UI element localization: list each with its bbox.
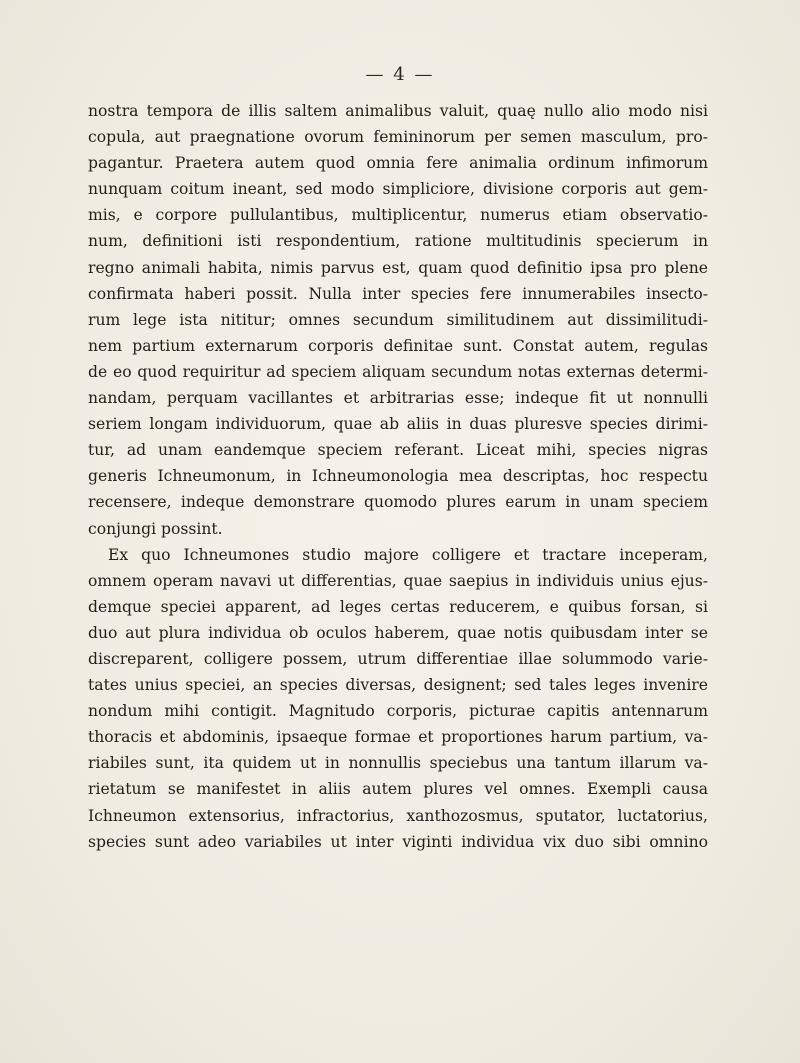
text-line: riabiles sunt, ita quidem ut in nonnullis speciebus una tantum illarum va- [88,754,708,773]
text-line: de eo quod requiritur ad speciem aliquam secundum notas externas determi- [88,362,708,381]
text-line: rum lege ista nititur; omnes secundum similitudinem aut dissimilitudi- [88,310,708,329]
text-line: demque speciei apparent, ad leges certas reducerem, e quibus forsan, si [88,597,708,616]
text-line: nem partium externarum corporis definitae sunt. Constat autem, regulas [88,336,708,355]
text-line: species sunt adeo variabiles ut inter viginti individua vix duo sibi omnino [88,832,708,851]
text-line: tur, ad unam eandemque speciem referant. Liceat mihi, species nigras [88,441,708,460]
text-line: rietatum se manifestet in aliis autem plures vel omnes. Exempli causa [88,780,708,799]
text-line: Ichneumon extensorius, infractorius, xanthozosmus, sputator, luctatorius, [88,806,708,825]
text-line: confirmata haberi possit. Nulla inter species fere innumerabiles insecto- [88,284,708,303]
text-line: num, definitioni isti respondentium, ratione multitudinis specierum in [88,232,708,251]
text-line: regno animali habita, nimis parvus est, quam quod definitio ipsa pro plene [88,258,708,277]
text-line: omnem operam navavi ut differentias, quae saepius in individuis unius ejus- [88,571,708,590]
text-line: nondum mihi contigit. Magnitudo corporis, picturae capitis antennarum [88,702,708,721]
text-line: conjungi possint. [88,519,223,538]
text-line: generis Ichneumonum, in Ichneumonologia mea descriptas, hoc respectu [88,467,708,486]
text-body [88,98,708,855]
text-line: duo aut plura individua ob oculos haberem, quae notis quibusdam inter se [88,623,708,642]
text-line: pagantur. Praetera autem quod omnia fere animalia ordinum infimorum [88,154,708,173]
text-line: thoracis et abdominis, ipsaeque formae et proportiones harum partium, va- [88,728,708,747]
text-line: mis, e corpore pullulantibus, multiplicentur, numerus etiam observatio- [88,206,708,225]
text-line: discreparent, colligere possem, utrum differentiae illae solummodo varie- [88,649,708,668]
text-line: nunquam coitum ineant, sed modo simpliciore, divisione corporis aut gem- [88,180,708,199]
page-number: — 4 — [365,64,435,85]
text-line: recensere, indeque demonstrare quomodo plures earum in unam speciem [88,493,708,512]
text-line: Ex quo Ichneumones studio majore colligere et tractare inceperam, [108,545,708,564]
text-line: tates unius speciei, an species diversas, designent; sed tales leges invenire [88,676,708,695]
text-line: copula, aut praegnatione ovorum femininorum per semen masculum, pro- [88,128,708,147]
text-line: nandam, perquam vacillantes et arbitrarias esse; indeque fit ut nonnulli [88,389,708,408]
text-line: seriem longam individuorum, quae ab aliis in duas pluresve species dirimi- [88,415,708,434]
text-line: nostra tempora de illis saltem animalibus valuit, quaę nullo alio modo nisi [88,102,708,120]
